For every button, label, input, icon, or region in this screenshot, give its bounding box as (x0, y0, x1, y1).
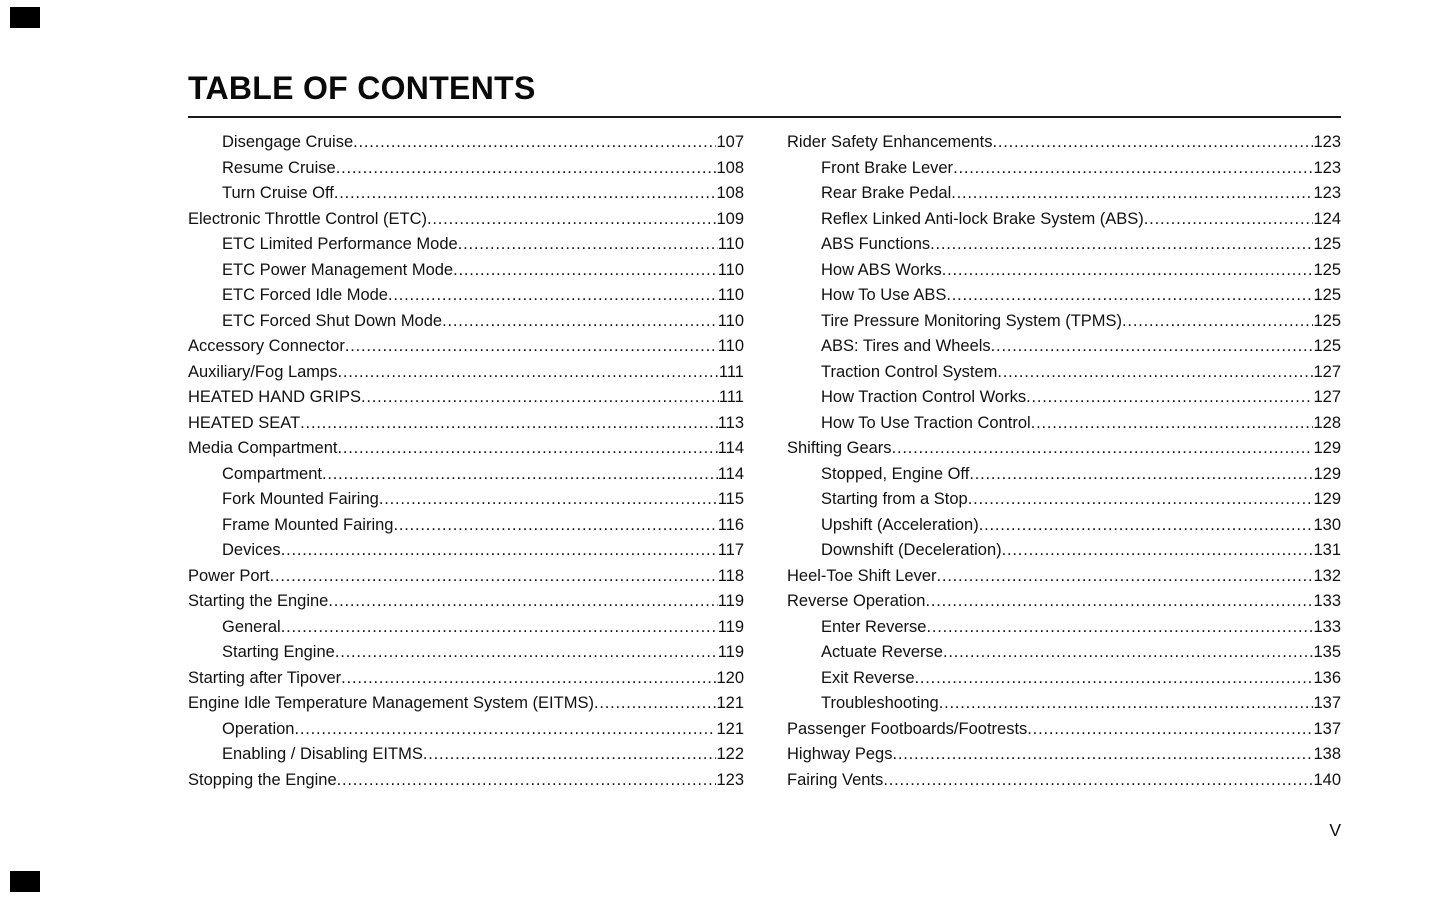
toc-dot-leader (892, 742, 1313, 768)
toc-entry-page: 130 (1313, 515, 1341, 534)
toc-dot-leader (1144, 207, 1314, 233)
toc-entry-page: 121 (716, 719, 744, 738)
toc-dot-leader (943, 640, 1313, 666)
toc-entry-page: 111 (718, 362, 744, 381)
toc-dot-leader (427, 207, 716, 233)
toc-dot-leader (946, 283, 1313, 309)
toc-entry-label: Stopping the Engine (188, 770, 337, 789)
toc-entry-label: Enabling / Disabling EITMS (222, 745, 423, 763)
toc-entry-page: 125 (1313, 260, 1341, 279)
toc-entry-label: Exit Reverse (821, 668, 915, 687)
toc-entry (787, 156, 1341, 182)
toc-entry (188, 207, 744, 233)
toc-entry (188, 334, 744, 360)
toc-dot-leader (939, 691, 1314, 717)
toc-entry-label: Auxiliary/Fog Lamps (188, 362, 338, 381)
toc-dot-leader (892, 436, 1314, 462)
toc-entry-label: Media Compartment (188, 439, 338, 457)
toc-entry-label: ETC Power Management Mode (222, 260, 454, 279)
toc-entry-label: Starting from a Stop (821, 490, 968, 508)
toc-entry-page: 131 (1313, 541, 1341, 559)
toc-entry-page: 110 (717, 337, 744, 355)
toc-dot-leader (353, 130, 716, 156)
toc-dot-leader (915, 666, 1314, 692)
toc-dot-leader (300, 411, 718, 437)
toc-entry-page: 129 (1313, 464, 1341, 483)
toc-entry-page: 115 (717, 490, 744, 508)
toc-entry-page: 123 (1313, 184, 1341, 202)
toc-entry (188, 156, 744, 182)
toc-entry (188, 564, 744, 590)
toc-entry-label: Reverse Operation (787, 592, 926, 610)
toc-entry-label: Heel-Toe Shift Lever (787, 566, 937, 585)
toc-entry (787, 207, 1341, 233)
toc-entry-label: Fairing Vents (787, 770, 884, 789)
toc-entry-label: ABS Functions (821, 235, 931, 253)
toc-entry-label: HEATED SEAT (188, 413, 301, 432)
toc-entry-page: 123 (716, 770, 744, 789)
toc-entry-page: 114 (717, 439, 744, 457)
toc-entry-page: 138 (1313, 745, 1341, 763)
toc-entry (787, 411, 1341, 437)
toc-dot-leader (361, 385, 719, 411)
toc-entry-label: Actuate Reverse (821, 643, 943, 661)
toc-entry-label: ETC Forced Shut Down Mode (222, 311, 443, 330)
toc-entry (787, 717, 1341, 743)
toc-entry-page: 122 (716, 745, 744, 763)
toc-entry-label: Rider Safety Enhancements (787, 133, 993, 151)
toc-entry (787, 232, 1341, 258)
toc-entry-page: 133 (1313, 617, 1341, 636)
toc-entry-page: 137 (1313, 694, 1341, 712)
toc-entry (188, 232, 744, 258)
toc-entry-label: How To Use ABS (821, 286, 947, 304)
toc-entry (787, 768, 1341, 794)
toc-dot-leader (942, 258, 1314, 284)
toc-entry-label: Tire Pressure Monitoring System (TPMS) (821, 311, 1123, 330)
toc-dot-leader (926, 615, 1313, 641)
toc-entry-page: 107 (716, 133, 744, 151)
toc-entry-page: 117 (717, 541, 744, 559)
toc-entry (188, 717, 744, 743)
page-title: TABLE OF CONTENTS (188, 70, 536, 106)
toc-entry (188, 283, 744, 309)
title-divider (188, 116, 1341, 118)
toc-entry-page: 110 (717, 235, 744, 253)
toc-entry-page: 118 (717, 566, 744, 585)
toc-entry (188, 462, 744, 488)
toc-entry-page: 125 (1313, 337, 1341, 355)
toc-column-left (188, 130, 744, 793)
toc-entry-label: Reflex Linked Anti-lock Brake System (ABS) (821, 209, 1144, 228)
toc-entry (787, 538, 1341, 564)
toc-dot-leader (294, 717, 716, 743)
toc-entry-page: 128 (1313, 413, 1341, 432)
toc-entry-page: 110 (717, 286, 744, 304)
toc-entry-page: 124 (1313, 209, 1341, 228)
toc-entry-page: 129 (1313, 439, 1341, 457)
toc-entry (787, 462, 1341, 488)
toc-entry (188, 691, 744, 717)
toc-entry-label: Stopped, Engine Off (821, 464, 970, 483)
toc-dot-leader (969, 462, 1313, 488)
toc-entry (188, 309, 744, 335)
toc-entry (787, 513, 1341, 539)
toc-entry (188, 742, 744, 768)
toc-entry-page: 125 (1313, 311, 1341, 330)
toc-dot-leader (453, 258, 718, 284)
toc-entry (787, 589, 1341, 615)
toc-entry (188, 487, 744, 513)
toc-entry (188, 181, 744, 207)
toc-dot-leader (930, 232, 1313, 258)
toc-dot-leader (458, 232, 718, 258)
toc-dot-leader (341, 666, 716, 692)
toc-entry-page: 108 (716, 158, 744, 177)
toc-entry-page: 109 (716, 209, 744, 228)
toc-entry-label: Rear Brake Pedal (821, 184, 952, 202)
toc-dot-leader (1027, 717, 1313, 743)
toc-dot-leader (336, 156, 717, 182)
toc-dot-leader (594, 691, 717, 717)
toc-dot-leader (334, 181, 717, 207)
toc-dot-leader (997, 360, 1313, 386)
toc-columns (188, 130, 1341, 793)
toc-entry-label: Electronic Throttle Control (ETC) (188, 209, 428, 228)
toc-entry-page: 125 (1313, 235, 1341, 253)
toc-dot-leader (926, 589, 1314, 615)
toc-dot-leader (968, 487, 1314, 513)
toc-entry-label: How To Use Traction Control (821, 413, 1031, 432)
toc-entry-page: 120 (716, 668, 744, 687)
toc-entry-label: Enter Reverse (821, 617, 927, 636)
toc-dot-leader (337, 360, 718, 386)
toc-entry-label: Engine Idle Temperature Management System (EITMS) (188, 694, 594, 712)
toc-dot-leader (335, 640, 718, 666)
toc-entry-label: Downshift (Deceleration) (821, 541, 1002, 559)
toc-entry-page: 119 (717, 592, 744, 610)
toc-entry-page: 114 (717, 464, 744, 483)
toc-entry-page: 135 (1313, 643, 1341, 661)
toc-entry-label: Starting Engine (222, 643, 335, 661)
toc-entry (188, 513, 744, 539)
toc-dot-leader (992, 130, 1313, 156)
toc-dot-leader (379, 487, 718, 513)
toc-entry-page: 123 (1313, 133, 1341, 151)
toc-dot-leader (953, 156, 1313, 182)
toc-entry-page: 140 (1313, 770, 1341, 789)
toc-entry-label: Devices (222, 541, 281, 559)
toc-dot-leader (1031, 411, 1314, 437)
scan-mark-bottom-left (10, 871, 40, 892)
toc-entry-label: Fork Mounted Fairing (222, 490, 379, 508)
toc-entry (787, 309, 1341, 335)
toc-dot-leader (442, 309, 718, 335)
toc-entry (787, 360, 1341, 386)
toc-entry-label: Disengage Cruise (222, 133, 354, 151)
toc-entry-label: ETC Forced Idle Mode (222, 286, 388, 304)
toc-entry-label: Power Port (188, 566, 270, 585)
toc-dot-leader (394, 513, 718, 539)
toc-entry-label: Starting after Tipover (188, 668, 342, 687)
toc-entry (188, 360, 744, 386)
toc-entry-page: 125 (1313, 286, 1341, 304)
toc-dot-leader (937, 564, 1314, 590)
toc-entry (787, 640, 1341, 666)
toc-entry-label: Compartment (222, 464, 322, 483)
toc-dot-leader (1026, 385, 1313, 411)
toc-entry-label: How Traction Control Works (821, 388, 1027, 406)
toc-entry-page: 110 (717, 260, 744, 279)
toc-dot-leader (991, 334, 1314, 360)
toc-entry (188, 589, 744, 615)
toc-entry (188, 640, 744, 666)
toc-entry-label: Accessory Connector (188, 337, 345, 355)
toc-entry (787, 615, 1341, 641)
toc-dot-leader (281, 615, 718, 641)
toc-entry-label: Turn Cruise Off (222, 184, 334, 202)
toc-entry-label: Traction Control System (821, 362, 998, 381)
toc-entry-label: Troubleshooting (821, 694, 939, 712)
toc-dot-leader (951, 181, 1313, 207)
toc-dot-leader (883, 768, 1313, 794)
toc-entry-page: 133 (1313, 592, 1341, 610)
toc-dot-leader (328, 589, 717, 615)
toc-entry-page: 127 (1313, 388, 1341, 406)
toc-dot-leader (423, 742, 717, 768)
toc-entry-page: 121 (716, 694, 744, 712)
toc-entry-page: 132 (1313, 566, 1341, 585)
toc-entry (787, 130, 1341, 156)
toc-entry (188, 411, 744, 437)
toc-entry (188, 666, 744, 692)
toc-entry-page: 123 (1313, 158, 1341, 177)
toc-entry (787, 181, 1341, 207)
toc-entry-page: 137 (1313, 719, 1341, 738)
toc-entry-page: 111 (718, 388, 744, 406)
toc-dot-leader (345, 334, 718, 360)
toc-entry (787, 666, 1341, 692)
toc-entry (188, 768, 744, 794)
toc-entry-label: Starting the Engine (188, 592, 329, 610)
toc-entry (188, 615, 744, 641)
toc-entry (188, 538, 744, 564)
toc-entry (188, 385, 744, 411)
toc-entry-label: Shifting Gears (787, 439, 892, 457)
toc-entry-page: 110 (717, 311, 744, 330)
toc-entry (787, 334, 1341, 360)
toc-entry-label: Highway Pegs (787, 745, 893, 763)
toc-entry (787, 564, 1341, 590)
toc-entry-page: 113 (717, 413, 744, 432)
toc-entry-label: ABS: Tires and Wheels (821, 337, 991, 355)
toc-entry-page: 136 (1313, 668, 1341, 687)
toc-entry-label: How ABS Works (821, 260, 942, 279)
toc-dot-leader (979, 513, 1314, 539)
toc-entry-page: 119 (717, 617, 744, 636)
toc-entry-page: 127 (1313, 362, 1341, 381)
toc-entry-label: ETC Limited Performance Mode (222, 235, 458, 253)
toc-dot-leader (1002, 538, 1314, 564)
toc-entry (787, 487, 1341, 513)
toc-entry (787, 385, 1341, 411)
toc-dot-leader (1122, 309, 1313, 335)
toc-entry-label: Resume Cruise (222, 158, 336, 177)
toc-dot-leader (281, 538, 718, 564)
page-number: V (1329, 820, 1341, 840)
toc-entry-label: Passenger Footboards/Footrests (787, 719, 1028, 738)
toc-dot-leader (322, 462, 718, 488)
toc-entry-label: HEATED HAND GRIPS (188, 388, 361, 406)
toc-entry-label: General (222, 617, 281, 636)
toc-dot-leader (337, 436, 717, 462)
toc-entry-page: 108 (716, 184, 744, 202)
toc-entry (787, 691, 1341, 717)
toc-entry (787, 436, 1341, 462)
toc-dot-leader (388, 283, 718, 309)
toc-dot-leader (270, 564, 718, 590)
toc-entry (188, 436, 744, 462)
toc-entry-label: Frame Mounted Fairing (222, 515, 394, 534)
toc-column-right (787, 130, 1341, 793)
toc-entry-label: Upshift (Acceleration) (821, 515, 979, 534)
toc-entry (188, 130, 744, 156)
toc-entry-label: Operation (222, 719, 295, 738)
toc-entry-label: Front Brake Lever (821, 158, 954, 177)
toc-entry (188, 258, 744, 284)
toc-entry-page: 129 (1313, 490, 1341, 508)
toc-entry-page: 119 (717, 643, 744, 661)
scan-mark-top-left (10, 7, 40, 28)
toc-entry (787, 258, 1341, 284)
toc-dot-leader (337, 768, 717, 794)
toc-entry (787, 283, 1341, 309)
toc-entry (787, 742, 1341, 768)
toc-entry-page: 116 (717, 515, 744, 534)
